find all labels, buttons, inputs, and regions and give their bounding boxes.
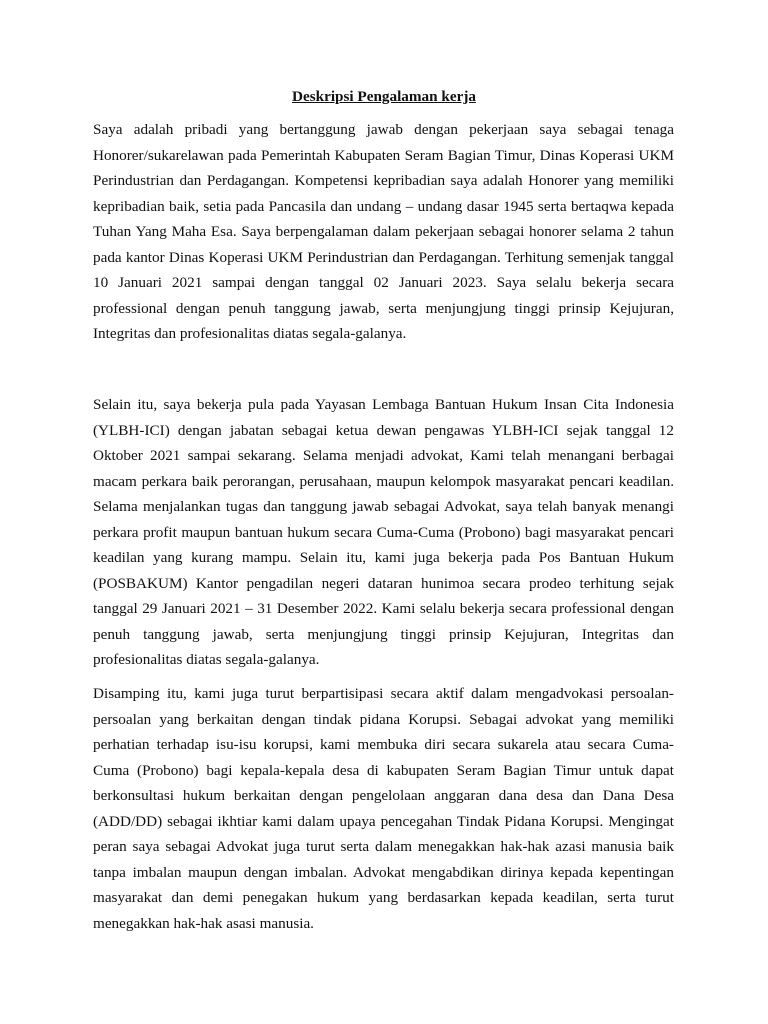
paragraph-anti-corruption-advocacy: Disamping itu, kami juga turut berpartisipasi secara aktif dalam mengadvokasi persoalan-persoalan yang berkaitan dengan tindak pidana Korupsi. Sebagai advokat yang memiliki perhatian terhadap isu-isu korupsi, kami membuka diri secara sukarela atau secara Cuma-Cuma (Probono) bagi kepala-kepala desa di kabupaten Seram Bagian Timur untuk dapat berkonsultasi hukum berkaitan dengan pengelolaan anggaran dana desa dan Dana Desa (ADD/DD) sebagai ikhtiar kami dalam upaya pencegahan Tindak Pidana Korupsi. Mengingat peran saya sebagai Advokat juga turut serta dalam menegakkan hak-hak azasi manusia baik tanpa imbalan maupun dengan imbalan. Advokat mengabdikan dirinya kepada kepentingan masyarakat dan demi penegakan hukum yang berdasarkan kepada keadilan, serta turut menegakkan hak-hak asasi manusia. xyxy=(93,685,674,932)
paragraph-ylbh-ici-experience: Selain itu, saya bekerja pula pada Yayasan Lembaga Bantuan Hukum Insan Cita Indonesia (YLBH-ICI) dengan jabatan sebagai ketua dewan pengawas YLBH-ICI sejak tanggal 12 Oktober 2021 sampai sekarang. Selama menjadi advokat, Kami telah menangani berbagai macam perkara baik perorangan, perusahaan, maupun kelompok masyarakat pencari keadilan. Selama menjalankan tugas dan tanggung jawab sebagai Advokat, saya telah banyak menangi perkara profit maupun bantuan hukum secara Cuma-Cuma (Probono) bagi masyarakat pencari keadilan yang kurang mampu. Selain itu, kami juga bekerja pada Pos Bantuan Hukum (POSBAKUM) Kantor pengadilan negeri dataran hunimoa secara prodeo terhitung sejak tanggal 29 Januari 2021 – 31 Desember 2022. Kami selalu bekerja secara professional dengan penuh tanggung jawab, serta menjungjung tinggi prinsip Kejujuran, Integritas dan profesionalitas diatas segala-galanya. xyxy=(93,396,674,668)
paragraph-honorer-experience: Saya adalah pribadi yang bertanggung jawab dengan pekerjaan saya sebagai tenaga Honorer/sukarelawan pada Pemerintah Kabupaten Seram Bagian Timur, Dinas Koperasi UKM Perindustrian dan Perdagangan. Kompetensi kepribadian saya adalah Honorer yang memiliki kepribadian baik, setia pada Pancasila dan undang – undang dasar 1945 serta bertaqwa kepada Tuhan Yang Maha Esa. Saya berpengalaman dalam pekerjaan sebagai honorer selama 2 tahun pada kantor Dinas Koperasi UKM Perindustrian dan Perdagangan. Terhitung semenjak tanggal 10 Januari 2021 sampai dengan tanggal 02 Januari 2023. Saya selalu bekerja secara professional dengan penuh tanggung jawab, serta menjungjung tinggi prinsip Kejujuran, Integritas dan profesionalitas diatas segala-galanya. xyxy=(93,121,674,342)
document-title: Deskripsi Pengalaman kerja xyxy=(292,88,476,105)
